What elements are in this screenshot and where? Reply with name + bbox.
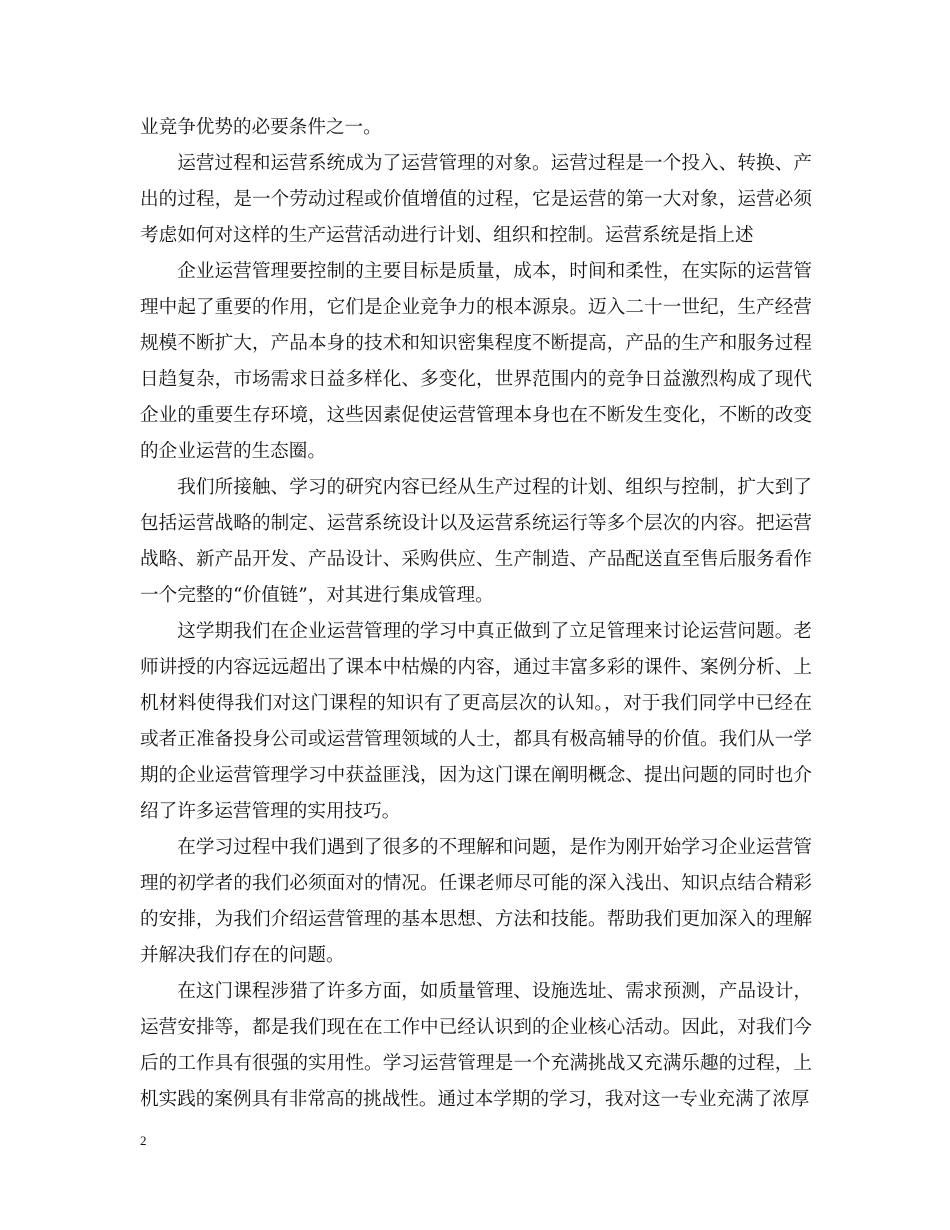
paragraph: 我们所接触、学习的研究内容已经从生产过程的计划、组织与控制，扩大到了包括运营战略的制定、运营系统设计以及运营系统运行等多个层次的内容。把运营战略、新产品开发、产品设计、采购供应、生产制造、产品配送直至售后服务看作一个完整的“价值链”，对其进行集成管理。 [140, 477, 812, 606]
paragraph: 业竞争优势的必要条件之一。 [140, 117, 382, 138]
paragraph: 运营过程和运营系统成为了运营管理的对象。运营过程是一个投入、转换、产出的过程，是一个劳动过程或价值增值的过程，它是运营的第一大对象，运营必须考虑如何对这样的生产运营活动进行计划、组织和控制。运营系统是指上述 [140, 153, 812, 246]
paragraph: 这学期我们在企业运营管理的学习中真正做到了立足管理来讨论运营问题。老师讲授的内容远远超出了课本中枯燥的内容，通过丰富多彩的课件、案例分析、上机材料使得我们对这门课程的知识有了更高层次的认知。，对于我们同学中已经在或者正准备投身公司或运营管理领域的人士，都具有极高辅导的价值。我们从一学期的企业运营管理学习中获益匪浅，因为这门课在阐明概念、提出问题的同时也介绍了许多运营管理的实用技巧。 [140, 621, 812, 822]
page-number: 2 [140, 1133, 147, 1148]
paragraph: 企业运营管理要控制的主要目标是质量，成本，时间和柔性，在实际的运营管理中起了重要的作用，它们是企业竞争力的根本源泉。迈入二十一世纪，生产经营规模不断扩大，产品本身的技术和知识密集程度不断提高，产品的生产和服务过程日趋复杂，市场需求日益多样化、多变化，世界范围内的竞争日益激烈构成了现代企业的重要生存环境，这些因素促使运营管理本身也在不断发生变化，不断的改变的企业运营的生态圈。 [140, 261, 812, 462]
paragraph: 在这门课程涉猎了许多方面，如质量管理、设施选址、需求预测，产品设计，运营安排等，都是我们现在在工作中已经认识到的企业核心活动。因此，对我们今后的工作具有很强的实用性。学习运营管理是一个充满挑战又充满乐趣的过程，上机实践的案例具有非常高的挑战性。通过本学期的学习，我对这一专业充满了浓厚 [140, 981, 812, 1110]
paragraph: 在学习过程中我们遇到了很多的不理解和问题，是作为刚开始学习企业运营管理的初学者的我们必须面对的情况。任课老师尽可能的深入浅出、知识点结合精彩的安排，为我们介绍运营管理的基本思想、方法和技能。帮助我们更加深入的理解并解决我们存在的问题。 [140, 837, 812, 966]
body-text [140, 110, 812, 1118]
